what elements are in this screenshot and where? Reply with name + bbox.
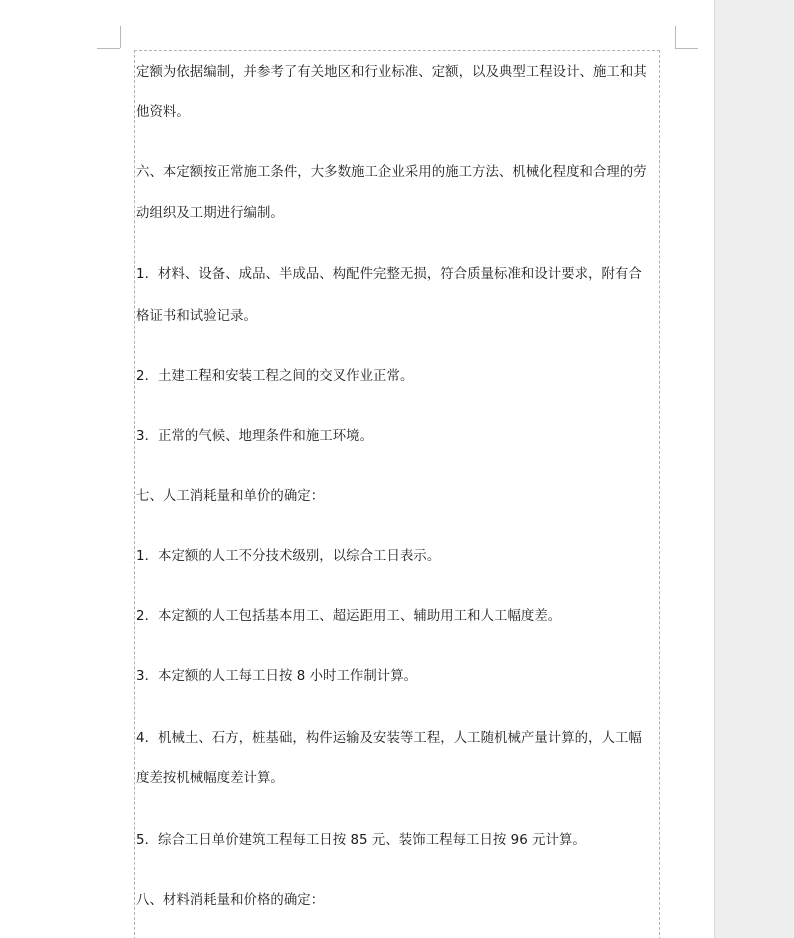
section-heading: 七、人工消耗量和单价的确定： bbox=[136, 489, 325, 504]
paragraph-line: 格证书和试验记录。 bbox=[136, 309, 257, 324]
paragraph-line: 3．本定额的人工每工日按 8 小时工作制计算。 bbox=[136, 669, 418, 684]
paragraph-line: 定额为依据编制，并参考了有关地区和行业标准、定额，以及典型工程设计、施工和其 bbox=[136, 65, 647, 80]
paragraph-line: 3．正常的气候、地理条件和施工环境。 bbox=[136, 429, 374, 444]
crop-mark-top-left-horizontal bbox=[97, 48, 120, 49]
section-heading: 八、材料消耗量和价格的确定： bbox=[136, 893, 325, 908]
crop-mark-top-left-vertical bbox=[120, 26, 121, 48]
paragraph-line: 度差按机械幅度差计算。 bbox=[136, 771, 284, 786]
paragraph-line: 他资料。 bbox=[136, 105, 190, 120]
paragraph-line: 2．土建工程和安装工程之间的交叉作业正常。 bbox=[136, 369, 414, 384]
crop-mark-top-right-vertical bbox=[675, 26, 676, 48]
text-boundary-area[interactable] bbox=[134, 50, 660, 938]
paragraph-line: 4．机械土、石方，桩基础，构件运输及安装等工程，人工随机械产量计算的，人工幅 bbox=[136, 731, 642, 746]
crop-mark-top-right-horizontal bbox=[675, 48, 698, 49]
paragraph-line: 六、本定额按正常施工条件，大多数施工企业采用的施工方法、机械化程度和合理的劳 bbox=[136, 165, 647, 180]
paragraph-line: 1．材料、设备、成品、半成品、构配件完整无损，符合质量标准和设计要求，附有合 bbox=[136, 267, 642, 282]
paragraph-line: 1．本定额的人工不分技术级别，以综合工日表示。 bbox=[136, 549, 441, 564]
paragraph-line: 2．本定额的人工包括基本用工、超运距用工、辅助用工和人工幅度差。 bbox=[136, 609, 562, 624]
paragraph-line: 动组织及工期进行编制。 bbox=[136, 206, 284, 221]
paragraph-line: 5．综合工日单价建筑工程每工日按 85 元、装饰工程每工日按 96 元计算。 bbox=[136, 833, 586, 848]
workspace-gutter bbox=[715, 0, 794, 938]
